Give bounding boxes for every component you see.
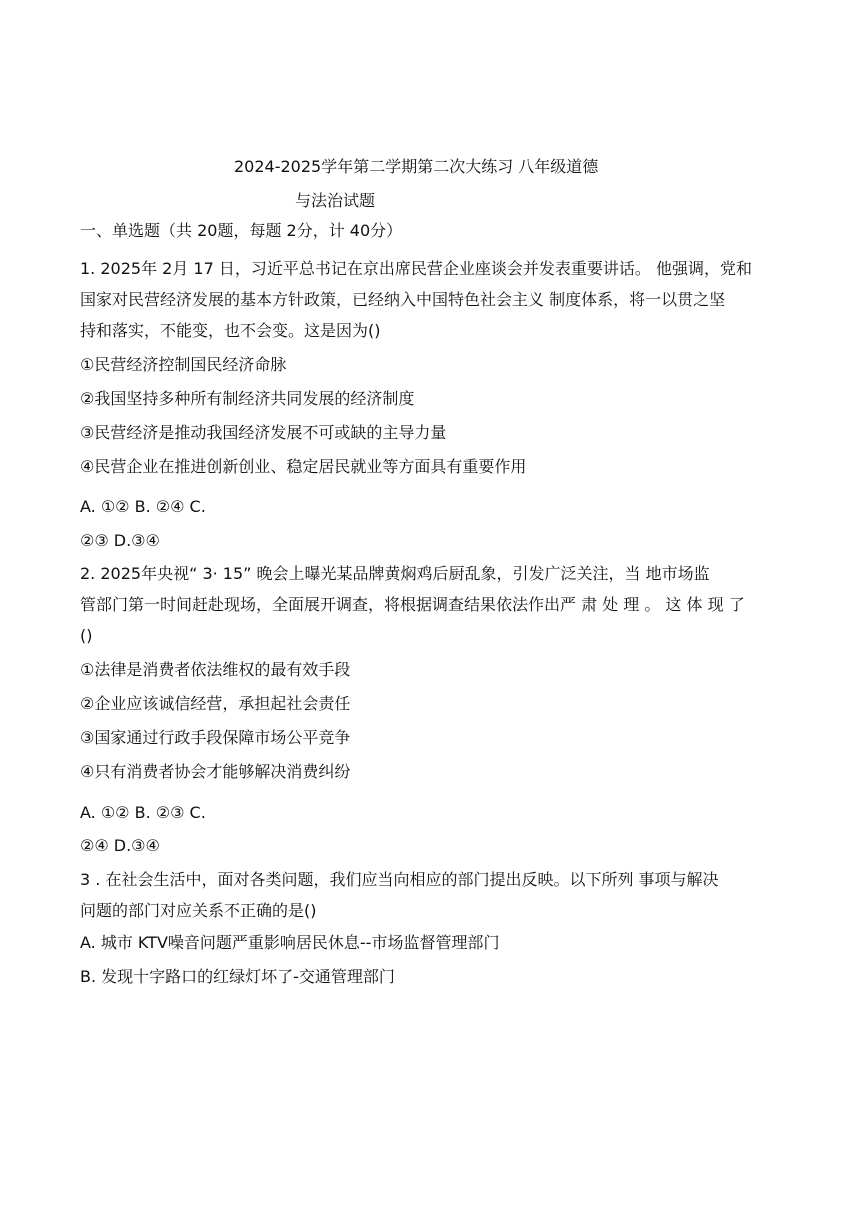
question-1-text: 持和落实，不能变，也不会变。这是因为(): [80, 321, 381, 340]
page-title-continued: 与法治试题: [295, 191, 376, 210]
question-3-text: 3 . 在社会生活中，面对各类问题，我们应当向相应的部门提出反映。以下所列 事项与解决: [80, 870, 719, 889]
question-1-statement: ①民营经济控制国民经济命脉: [80, 355, 287, 374]
page-title: 2024-2025学年第二学期第二次大练习 八年级道德: [234, 157, 599, 176]
question-2-choices: ②④ D.③④: [80, 836, 160, 855]
question-3-text: 问题的部门对应关系不正确的是(): [80, 901, 317, 920]
question-2-choices: A. ①② B. ②③ C.: [80, 803, 206, 822]
question-1-text: 1. 2025年 2月 17 日，习近平总书记在京出席民营企业座谈会并发表重要讲话。 他强调，党和: [80, 259, 752, 278]
question-2-statement: ②企业应该诚信经营，承担起社会责任: [80, 694, 351, 713]
question-2-text: (): [80, 626, 93, 645]
question-2-statement: ③国家通过行政手段保障市场公平竞争: [80, 728, 351, 747]
question-2-statement: ④只有消费者协会才能够解决消费纠纷: [80, 762, 351, 781]
question-2-text: 管部门第一时间赶赴现场，全面展开调查，将根据调查结果依法作出严 肃 处 理 。 这 体 现 了: [80, 595, 745, 614]
question-2-statement: ①法律是消费者依法维权的最有效手段: [80, 660, 351, 679]
question-1-choices: A. ①② B. ②④ C.: [80, 497, 206, 516]
question-1-statement: ③民营经济是推动我国经济发展不可或缺的主导力量: [80, 423, 447, 442]
question-1-text: 国家对民营经济发展的基本方针政策，已经纳入中国特色社会主义 制度体系，将一以贯之坚: [80, 290, 726, 309]
question-1-statement: ④民营企业在推进创新创业、稳定居民就业等方面具有重要作用: [80, 457, 527, 476]
section-heading: 一、单选题（共 20题，每题 2分，计 40分）: [80, 221, 403, 240]
question-2-text: 2. 2025年央视“ 3· 15” 晚会上曝光某品牌黄焖鸡后厨乱象，引发广泛关注，当 地市场监: [80, 564, 710, 583]
question-1-statement: ②我国坚持多种所有制经济共同发展的经济制度: [80, 389, 415, 408]
question-3-option-b: B. 发现十字路口的红绿灯坏了-交通管理部门: [80, 967, 395, 986]
question-1-choices: ②③ D.③④: [80, 531, 160, 550]
question-3-option-a: A. 城市 KTV噪音问题严重影响居民休息--市场监督管理部门: [80, 933, 500, 952]
